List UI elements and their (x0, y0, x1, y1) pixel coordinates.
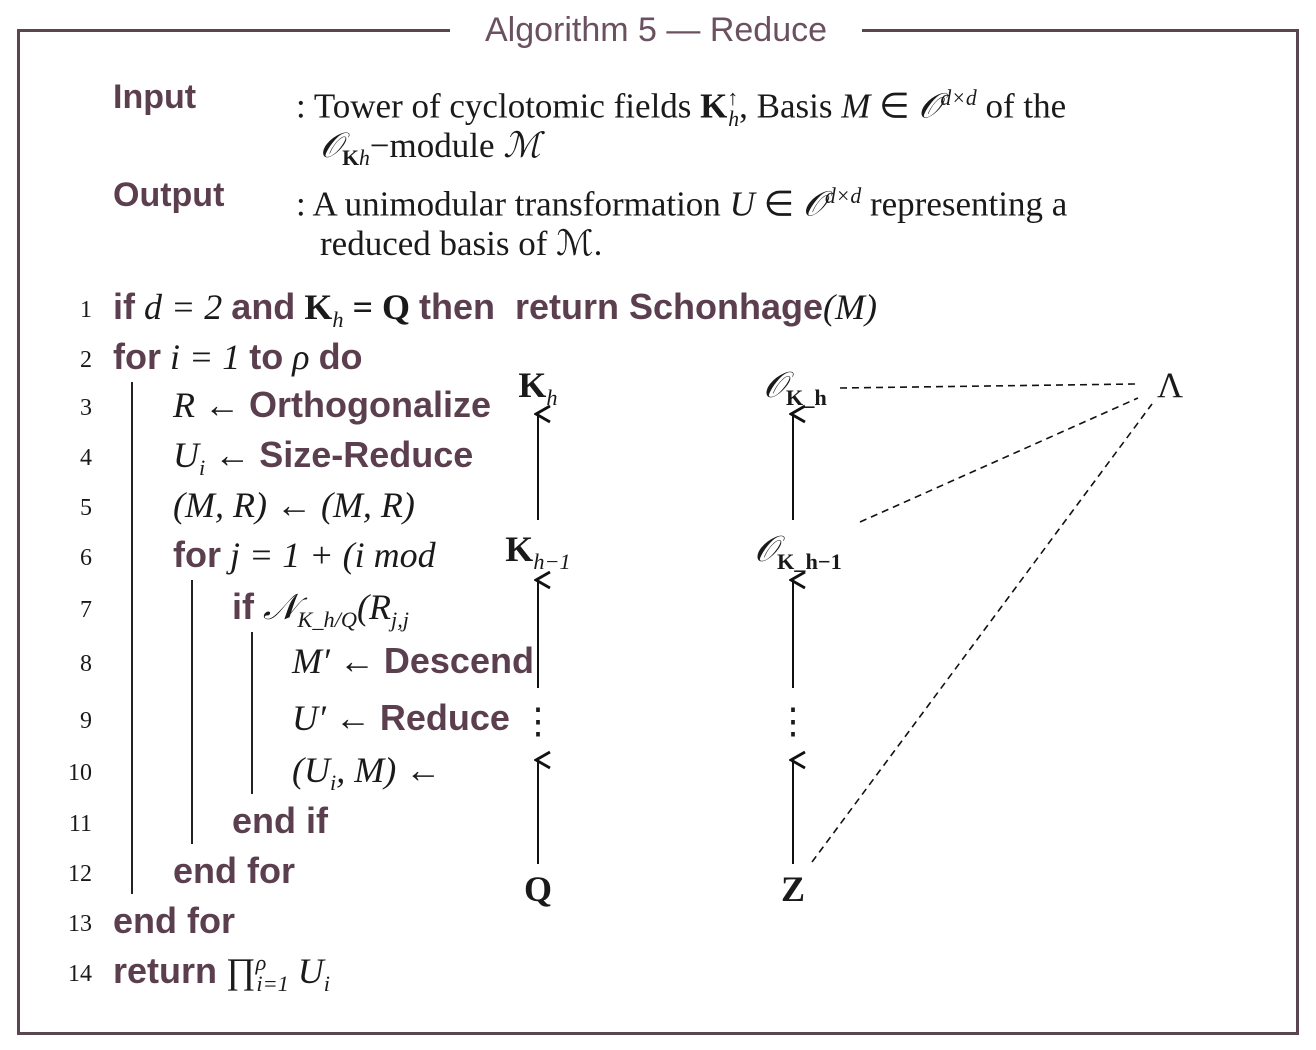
node-Kh-main: K (518, 365, 547, 405)
tower-up: ↑ (727, 86, 739, 110)
kw-for: for (113, 336, 161, 377)
expr-i: i = 1 (161, 337, 250, 377)
line-number-4: 4 (80, 445, 92, 471)
dash-OKh-Lambda (840, 384, 1135, 388)
fn-schonhage: Schonhage (629, 286, 824, 327)
kw-end-if: end if (232, 800, 328, 841)
node-Kh1-sub: h−1 (533, 549, 571, 575)
tower-K: K (700, 86, 728, 126)
expr-U: U (173, 435, 199, 475)
kw-to: to (249, 336, 284, 377)
in-symbol-2: ∈ (754, 184, 803, 224)
node-OKh1 (728, 528, 868, 575)
input-line2-suffix: −module (369, 126, 504, 165)
ring-O-3: 𝒪 (802, 184, 825, 224)
expr-j: j = 1 + (i mod (221, 535, 436, 575)
module-M: ℳ (503, 126, 541, 165)
dim-sup: d×d (940, 86, 977, 110)
kw-if-inner: if (232, 586, 254, 627)
kw-return-final: return (113, 950, 218, 991)
expr-M: (M) (823, 287, 878, 327)
node-OKh (740, 364, 850, 411)
in-symbol: ∈ (870, 86, 919, 126)
kw-end-for: end for (113, 900, 235, 941)
ring-O-2: 𝒪 (320, 126, 343, 165)
fn-size-reduce: Size-Reduce (259, 434, 474, 475)
expr-norm: 𝒩 (254, 587, 298, 627)
fn-reduce: Reduce (379, 697, 510, 738)
basis-M: M (841, 86, 871, 126)
kw-for-inner: for (173, 534, 221, 575)
expr-MR: (M, R) ← (M, R) (173, 485, 415, 525)
fn-orthogonalize: Orthogonalize (249, 384, 491, 425)
kw-if: if (113, 286, 135, 327)
expr-assign: , M) ← (336, 750, 442, 790)
output-line-2: reduced basis of ℳ. (320, 224, 603, 263)
output-suffix: representing a (861, 184, 1068, 224)
node-Z: Z (780, 869, 805, 909)
line-number-11: 11 (68, 811, 92, 837)
line-number-5: 5 (80, 495, 92, 521)
line-number-6: 6 (80, 545, 92, 571)
expr-Uprime: U′ ← (292, 698, 380, 738)
line-number-13: 13 (68, 911, 92, 937)
tower-h: h (728, 106, 740, 131)
expr-R: R ← (173, 385, 249, 425)
node-Kh1-main: K (505, 529, 534, 569)
arrow: ← (205, 435, 260, 475)
node-OKh-sub: K_h (785, 385, 827, 411)
expr-Rjj-sub: j,j (391, 607, 409, 633)
line-number-9: 9 (80, 708, 92, 734)
line-number-2: 2 (80, 347, 92, 373)
ring-h: h (358, 146, 370, 170)
output-prefix: : A unimodular transformation (296, 184, 730, 224)
kw-and: and (231, 286, 296, 327)
product-symbol: ∏ (217, 951, 256, 991)
product-sup: ρ (255, 950, 267, 975)
node-Kh-sub: h (546, 385, 558, 411)
node-OKh1-sub: K_h−1 (776, 549, 842, 575)
dash-Z-Lambda (812, 404, 1152, 862)
expr-rho: ρ (283, 337, 319, 377)
line-number-10: 10 (68, 760, 92, 786)
input-prefix: : Tower of cyclotomic fields (296, 86, 701, 126)
expr-Mprime: M′ ← (292, 641, 384, 681)
expr-K-sub: h (332, 307, 344, 333)
kw-do: do (318, 336, 363, 377)
kw-return: return (495, 286, 630, 327)
line-number-7: 7 (80, 597, 92, 623)
input-suffix: of the (976, 86, 1067, 126)
ring-K: K (342, 146, 359, 170)
transform-U: U (729, 184, 755, 224)
algorithm-title: Algorithm 5 — Reduce (450, 8, 862, 52)
expr-d: d = 2 (135, 287, 232, 327)
dash-OKh1-Lambda (860, 398, 1138, 522)
line-number-8: 8 (80, 651, 92, 677)
expr-K: K (295, 287, 333, 327)
expr-Rjj: (R (357, 587, 391, 627)
output-label: Output (113, 176, 225, 214)
line-number-14: 14 (68, 961, 92, 987)
product-sub: i=1 (256, 971, 289, 997)
input-label: Input (113, 78, 197, 116)
expr-Q: = Q (343, 287, 419, 327)
node-Lambda: Λ (1156, 365, 1184, 405)
expr-UiM: (U (292, 750, 330, 790)
node-Kh (490, 364, 586, 411)
node-left-dots: ⋮ (520, 701, 556, 741)
expr-U-sub: i (199, 455, 206, 481)
expr-U-final-sub: i (323, 971, 330, 997)
kw-end-for-inner: end for (173, 850, 295, 891)
node-Kh1 (482, 528, 594, 575)
node-Q: Q (523, 869, 552, 909)
kw-then: then (419, 286, 495, 327)
line-number-3: 3 (80, 395, 92, 421)
node-OKh1-main: 𝒪 (754, 529, 777, 569)
expr-norm-sub: K_h/Q (297, 607, 358, 633)
fn-descend: Descend (383, 640, 534, 681)
dim-sup-2: d×d (824, 184, 862, 208)
expr-U-final: U (288, 951, 324, 991)
expr-Ui-sub: i (330, 770, 337, 796)
line-number-12: 12 (68, 861, 92, 887)
input-mid: , Basis (739, 86, 842, 126)
line-number-1: 1 (80, 297, 92, 323)
node-OKh-main: 𝒪 (763, 365, 786, 405)
node-right-dots: ⋮ (775, 701, 811, 741)
ring-O: 𝒪 (918, 86, 941, 126)
